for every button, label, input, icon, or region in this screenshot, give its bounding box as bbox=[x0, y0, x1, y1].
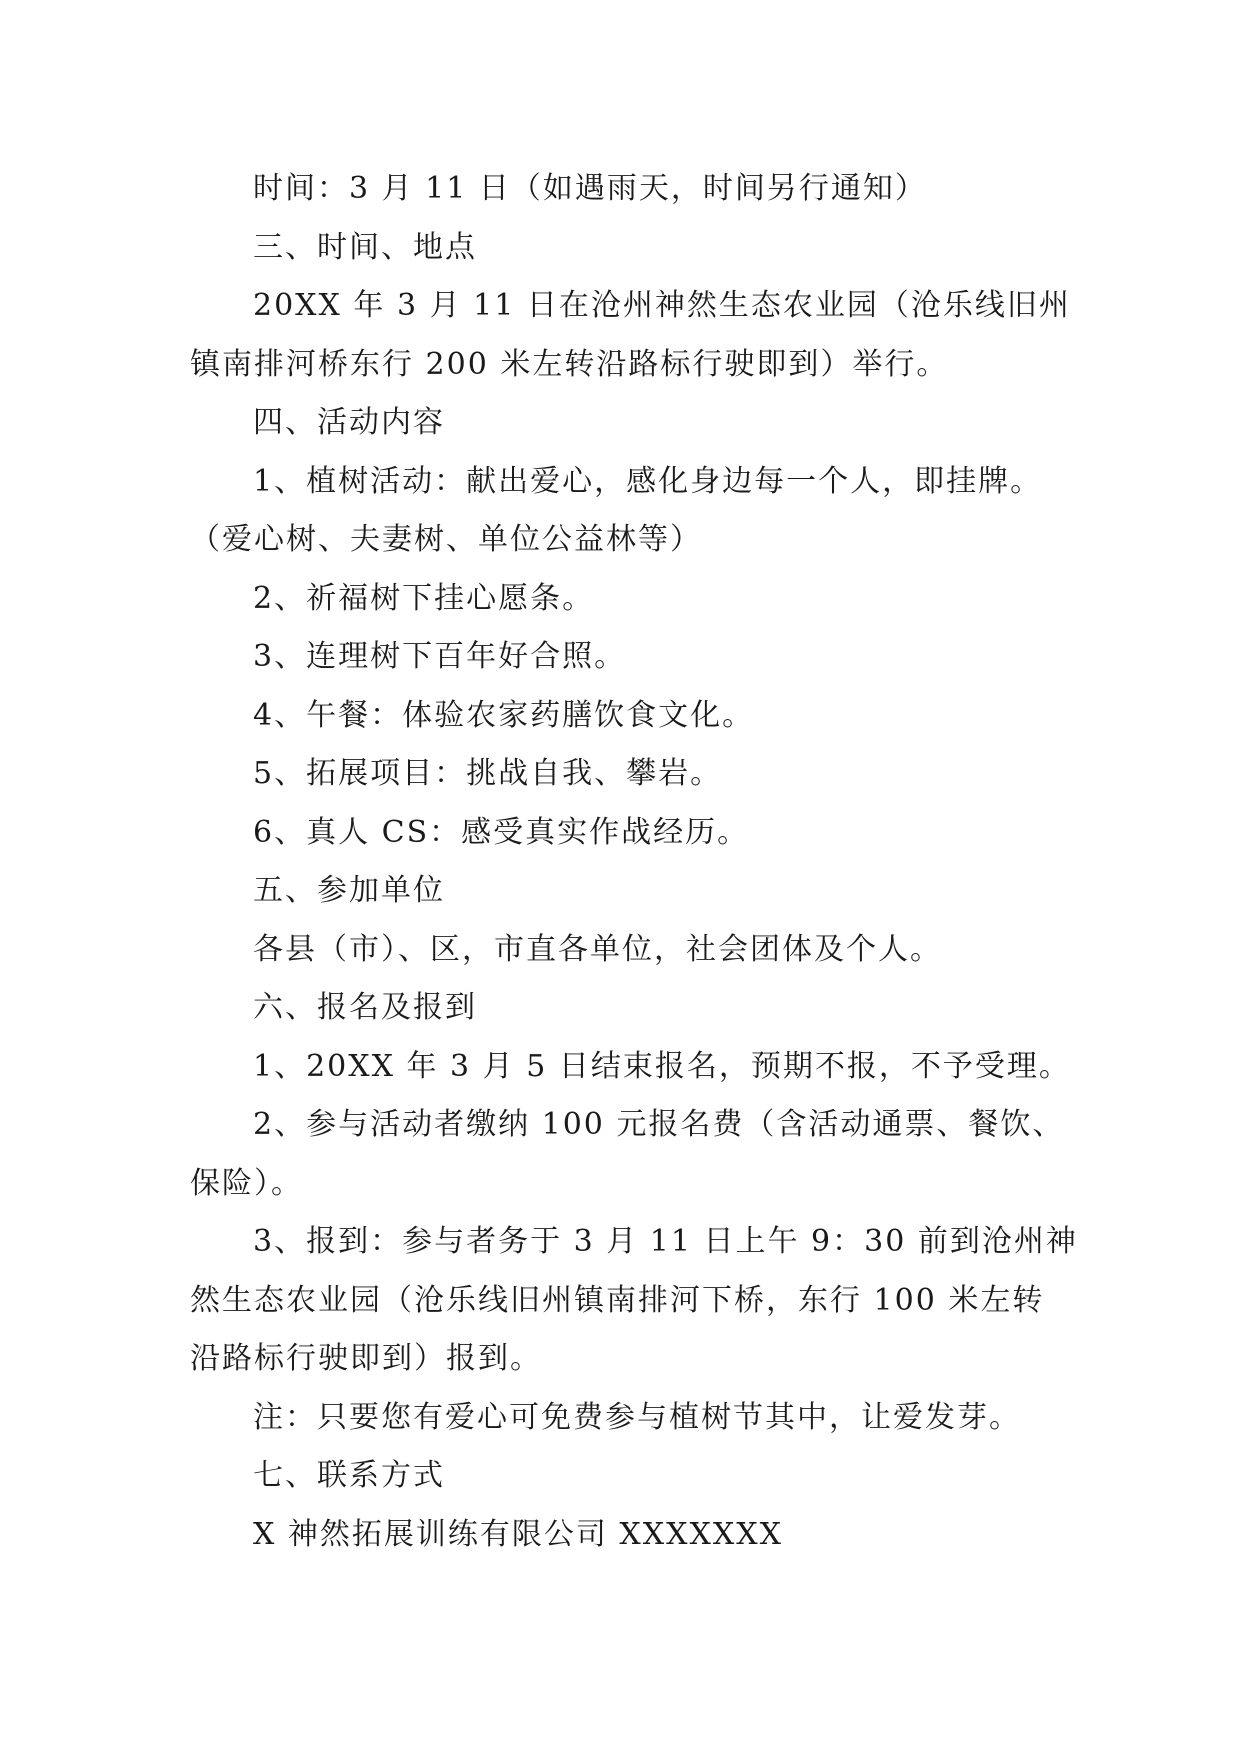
note-line: 注：只要您有爱心可免费参与植树节其中，让爱发芽。 bbox=[253, 1399, 1021, 1435]
list-item: 4、午餐：体验农家药膳饮食文化。 bbox=[253, 697, 755, 733]
text-line: 镇南排河桥东行 200 米左转沿路标行驶即到）举行。 bbox=[190, 346, 949, 382]
list-item: 6、真人 CS：感受真实作战经历。 bbox=[253, 814, 750, 850]
text-line: 各县（市）、区，市直各单位，社会团体及个人。 bbox=[253, 931, 942, 967]
list-item: 2、祈福树下挂心愿条。 bbox=[253, 580, 595, 616]
section-heading: 五、参加单位 bbox=[253, 873, 445, 908]
list-item: 1、20XX 年 3 月 5 日结束报名，预期不报，不予受理。 bbox=[253, 1048, 1071, 1084]
list-item: 3、报到：参与者务于 3 月 11 日上午 9：30 前到沧州神 bbox=[253, 1224, 1078, 1259]
document-body bbox=[190, 160, 1090, 1564]
text-line: 20XX 年 3 月 11 日在沧州神然生态农业园（沧乐线旧州 bbox=[253, 288, 1071, 323]
list-item: 2、参与活动者缴纳 100 元报名费（含活动通票、餐饮、 bbox=[253, 1107, 1065, 1142]
list-item: 5、拓展项目：挑战自我、攀岩。 bbox=[253, 756, 723, 791]
section-heading: 四、活动内容 bbox=[253, 405, 445, 440]
text-line: 然生态农业园（沧乐线旧州镇南排河下桥，东行 100 米左转 bbox=[190, 1282, 1045, 1318]
contact-line: X 神然拓展训练有限公司 XXXXXXX bbox=[253, 1516, 783, 1552]
text-line: 沿路标行驶即到）报到。 bbox=[190, 1341, 542, 1376]
list-item: 3、连理树下百年好合照。 bbox=[253, 639, 627, 674]
text-line: 保险）。 bbox=[190, 1165, 303, 1201]
section-heading: 三、时间、地点 bbox=[253, 229, 477, 265]
text-line: 时间：3 月 11 日（如遇雨天，时间另行通知） bbox=[253, 171, 927, 206]
text-line: （爱心树、夫妻树、单位公益林等） bbox=[190, 522, 702, 557]
section-heading: 六、报名及报到 bbox=[253, 990, 477, 1025]
list-item: 1、植树活动：献出爱心，感化身边每一个人，即挂牌。 bbox=[253, 463, 1043, 499]
section-heading: 七、联系方式 bbox=[253, 1458, 445, 1493]
